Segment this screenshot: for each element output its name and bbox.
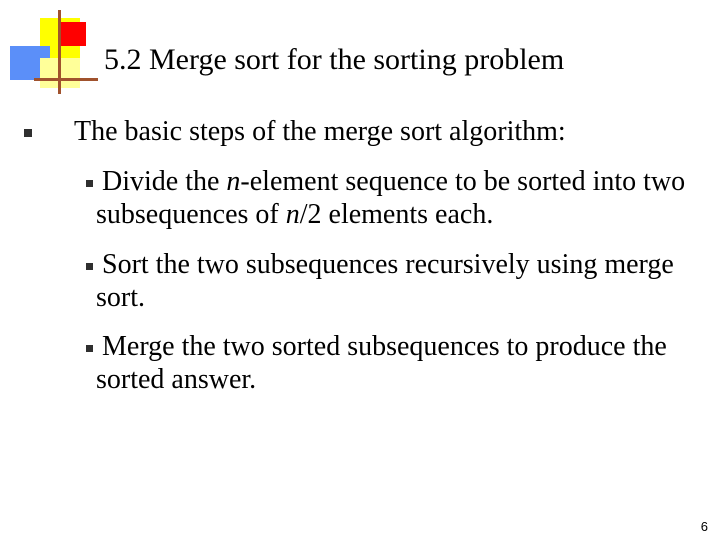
main-point: The basic steps of the merge sort algorithm: [74,116,566,147]
slide-logo [0,0,100,100]
sub-bullet-icon [86,180,93,187]
step-1-text-c: /2 elements each. [299,199,494,230]
step-1-text-a: Divide the [102,166,227,197]
logo-vertical-line [58,10,61,94]
step-1-var-n2: n [285,199,300,230]
logo-red-square [60,22,86,46]
step-1-text-b: -element sequence to be sorted into two subsequences of [96,166,686,230]
sub-bullet-icon [86,345,93,352]
step-1 [96,165,706,231]
sub-bullet-icon [86,263,93,270]
page-number: 6 [700,519,708,534]
step-1-var-n: n [226,166,241,197]
step-3: Merge the two sorted subsequences to produce the sorted answer. [96,331,667,395]
logo-horizontal-line [34,78,98,81]
slide-title: 5.2 Merge sort for the sorting problem [104,43,565,76]
step-2: Sort the two subsequences recursively using merge sort. [96,249,674,313]
bullet-icon [24,129,32,137]
